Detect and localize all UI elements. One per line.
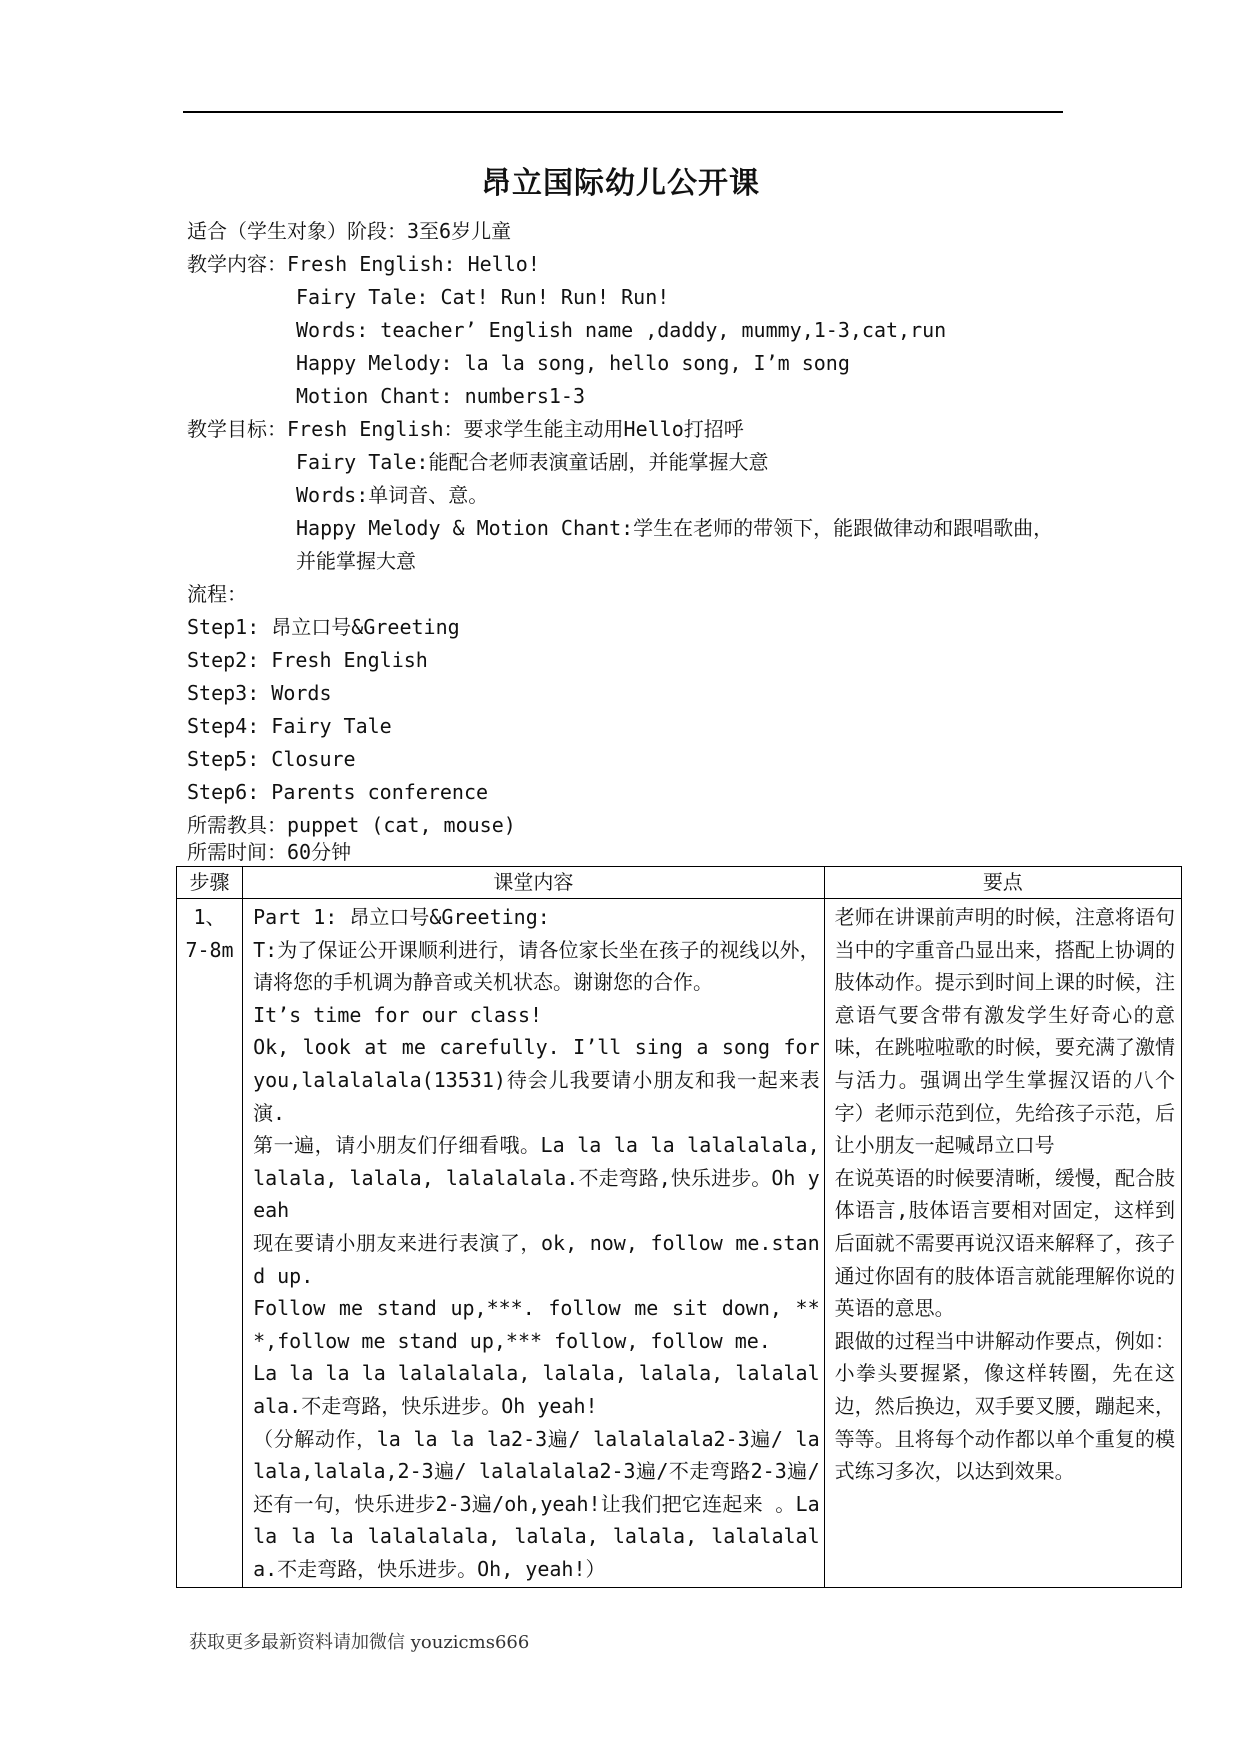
step-6: Step6: Parents conference xyxy=(187,780,489,804)
content-paragraph: Follow me stand up,***. follow me sit down, ***,follow me stand up,*** follow, follow me. xyxy=(253,1296,820,1353)
content-motion-chant: Motion Chant: numbers1-3 xyxy=(296,384,585,408)
note-paragraph: 跟做的过程当中讲解动作要点，例如：小拳头要握紧，像这样转圈，先在这边，然后换边，双手要叉腰，蹦起来，等等。且将每个动作都以单个重复的模式练习多次，以达到效果。 xyxy=(834,1328,1175,1484)
table-header-row xyxy=(177,867,1182,899)
page-title: 昂立国际幼儿公开课 xyxy=(481,166,760,201)
note-paragraph: 在说英语的时候要清晰，缓慢，配合肢体语言,肢体语言要相对固定，这样到后面就不需要再说汉语来解释了，孩子通过你固有的肢体语言就能理解你说的英语的意思。 xyxy=(834,1165,1175,1321)
header-notes: 要点 xyxy=(824,867,1181,899)
content-paragraph: Ok, look at me carefully. I’ll sing a song for you,lalalalala(13531)待会儿我要请小朋友和我一起来表演. xyxy=(253,1035,820,1125)
goals-label-line: 教学目标：Fresh English：要求学生能主动用Hello打招呼 xyxy=(187,417,744,441)
note-paragraph: 老师在讲课前声明的时候，注意将语句当中的字重音凸显出来，搭配上协调的肢体动作。提示到时间上课的时候，注意语气要含带有激发学生好奇心的意味，在跳啦啦歌的时候，要充满了激情与活力。强调出学生掌握汉语的八个字）老师示范到位，先给孩子示范，后让小朋友一起喊昂立口号 xyxy=(834,905,1175,1158)
content-happy-melody: Happy Melody: la la song, hello song, I’m song xyxy=(296,351,850,375)
step-cell xyxy=(177,899,243,1588)
step-duration: 7-8m xyxy=(185,937,234,962)
goals-fairy-tale: Fairy Tale:能配合老师表演童话剧，并能掌握大意 xyxy=(296,450,769,474)
goals-melody-cont: 并能掌握大意 xyxy=(296,549,416,573)
step-5: Step5: Closure xyxy=(187,747,356,771)
content-fairy-tale: Fairy Tale: Cat! Run! Run! Run! xyxy=(296,285,670,309)
notes-cell xyxy=(824,899,1181,1588)
teaching-aids: 所需教具：puppet (cat, mouse) xyxy=(187,813,516,837)
content-paragraph: La la la la lalalalala, lalala, lalala, lalalalala.不走弯路，快乐进步。Oh yeah! xyxy=(253,1361,820,1418)
time-required: 所需时间：60分钟 xyxy=(187,840,352,864)
content-paragraph: 现在要请小朋友来进行表演了，ok, now, follow me.stand up. xyxy=(253,1230,820,1288)
step-number: 1、 xyxy=(193,905,226,929)
content-paragraph: Part 1: 昂立口号&Greeting: xyxy=(253,905,550,929)
goals-words: Words:单词音、意。 xyxy=(296,483,489,507)
table-row xyxy=(177,899,1182,1588)
content-paragraph: T:为了保证公开课顺利进行，请各位家长坐在孩子的视线以外，请将您的手机调为静音或关机状态。谢谢您的合作。 xyxy=(253,937,820,995)
step-4: Step4: Fairy Tale xyxy=(187,714,392,738)
step-2: Step2: Fresh English xyxy=(187,648,428,672)
top-rule xyxy=(183,111,1063,113)
content-paragraph: It’s time for our class! xyxy=(253,1002,543,1027)
goals-melody: Happy Melody & Motion Chant:学生在老师的带领下，能跟做律动和跟唱歌曲， xyxy=(296,516,1054,540)
footer-note: 获取更多最新资料请加微信 youzicms666 xyxy=(189,1632,530,1653)
header-content: 课堂内容 xyxy=(243,867,825,899)
content-paragraph: 第一遍，请小朋友们仔细看哦。La la la la lalalalala, lalala, lalala, lalalalala.不走弯路,快乐进步。Oh yeah xyxy=(253,1133,820,1223)
step-1: Step1: 昂立口号&Greeting xyxy=(187,615,460,639)
content-label-line: 教学内容：Fresh English: Hello! xyxy=(187,252,540,276)
step-3: Step3: Words xyxy=(187,681,332,705)
content-cell xyxy=(243,899,825,1588)
content-paragraph: （分解动作，la la la la2-3遍/ lalalalala2-3遍/ lalala,lalala,2-3遍/ lalalalala2-3遍/不走弯路2-3遍/还有一句，快乐进步2-3遍/oh,yeah!让我们把它连起来 。La la la la lalalalala, lalala, lalala, lalalalala.不走弯路，快乐进步。Oh, yeah!） xyxy=(253,1426,820,1581)
target-audience: 适合（学生对象）阶段：3至6岁儿童 xyxy=(187,219,512,243)
header-step: 步骤 xyxy=(177,867,243,899)
content-words: Words: teacher’ English name ,daddy, mummy,1-3,cat,run xyxy=(296,318,947,342)
lesson-table xyxy=(176,866,1182,1588)
process-label: 流程： xyxy=(187,582,247,606)
